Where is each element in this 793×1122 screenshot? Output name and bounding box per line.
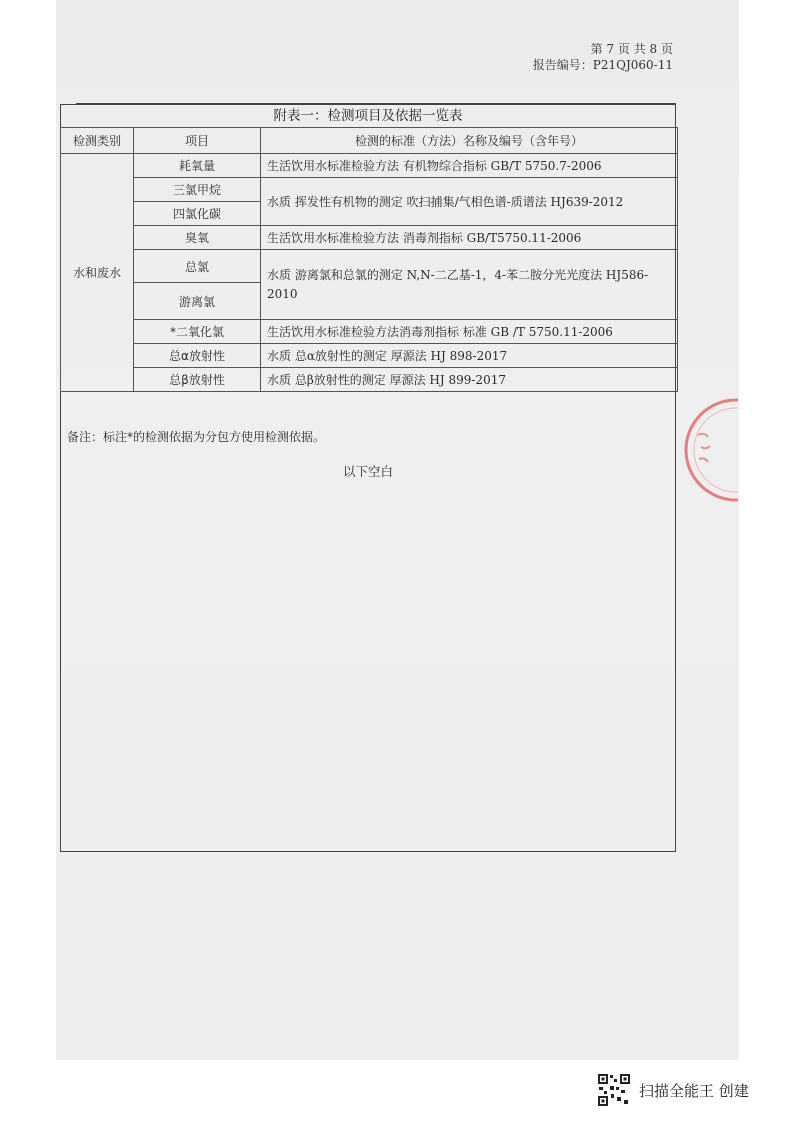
item-cell: 总β放射性 — [134, 368, 261, 392]
column-header-category: 检测类别 — [61, 128, 134, 154]
footer-watermark — [597, 1072, 749, 1108]
report-number: 报告编号：P21QJ060-11 — [532, 58, 673, 72]
item-cell: 耗氧量 — [134, 154, 261, 178]
table-row — [61, 154, 678, 178]
item-cell: 总α放射性 — [134, 344, 261, 368]
standard-cell: 水质 挥发性有机物的测定 吹扫捕集/气相色谱-质谱法 HJ639-2012 — [261, 178, 678, 226]
qr-code-icon — [597, 1073, 631, 1107]
table-row — [61, 250, 678, 283]
item-cell: 游离氯 — [134, 283, 261, 320]
column-header-item: 项目 — [134, 128, 261, 154]
standard-cell: 生活饮用水标准检验方法 消毒剂指标 GB/T5750.11-2006 — [261, 226, 678, 250]
blank-below-marker: 以下空白 — [342, 464, 393, 479]
footnote: 备注：标注*的检测依据为分包方使用检测依据。 — [67, 430, 326, 444]
standard-cell: 水质 总α放射性的测定 厚源法 HJ 898-2017 — [261, 344, 678, 368]
standards-table — [60, 127, 678, 392]
table-row — [61, 178, 678, 202]
standard-cell: 生活饮用水标准检验方法消毒剂指标 标准 GB /T 5750.11-2006 — [261, 320, 678, 344]
item-cell: 三氯甲烷 — [134, 178, 261, 202]
category-cell: 水和废水 — [61, 154, 134, 392]
item-cell: 总氯 — [134, 250, 261, 283]
column-header-standard: 检测的标准（方法）名称及编号（含年号） — [261, 128, 678, 154]
item-cell: 四氯化碳 — [134, 202, 261, 226]
table-row — [61, 226, 678, 250]
table-row — [61, 320, 678, 344]
table-row — [61, 344, 678, 368]
table-frame — [60, 104, 676, 852]
footer-brand-text: 扫描全能王 创建 — [639, 1081, 749, 1100]
table-row — [61, 368, 678, 392]
item-cell: *二氧化氯 — [134, 320, 261, 344]
standard-cell: 水质 游离氯和总氯的测定 N,N-二乙基-1，4-苯二胺分光光度法 HJ586-2010 — [261, 250, 678, 320]
page-number: 第 7 页 共 8 页 — [590, 42, 673, 56]
table-header-row — [61, 128, 678, 154]
standard-cell: 水质 总β放射性的测定 厚源法 HJ 899-2017 — [261, 368, 678, 392]
company-seal-stamp — [668, 395, 738, 505]
standard-cell: 生活饮用水标准检验方法 有机物综合指标 GB/T 5750.7-2006 — [261, 154, 678, 178]
item-cell: 臭氧 — [134, 226, 261, 250]
table-caption: 附表一：检测项目及依据一览表 — [273, 108, 463, 124]
